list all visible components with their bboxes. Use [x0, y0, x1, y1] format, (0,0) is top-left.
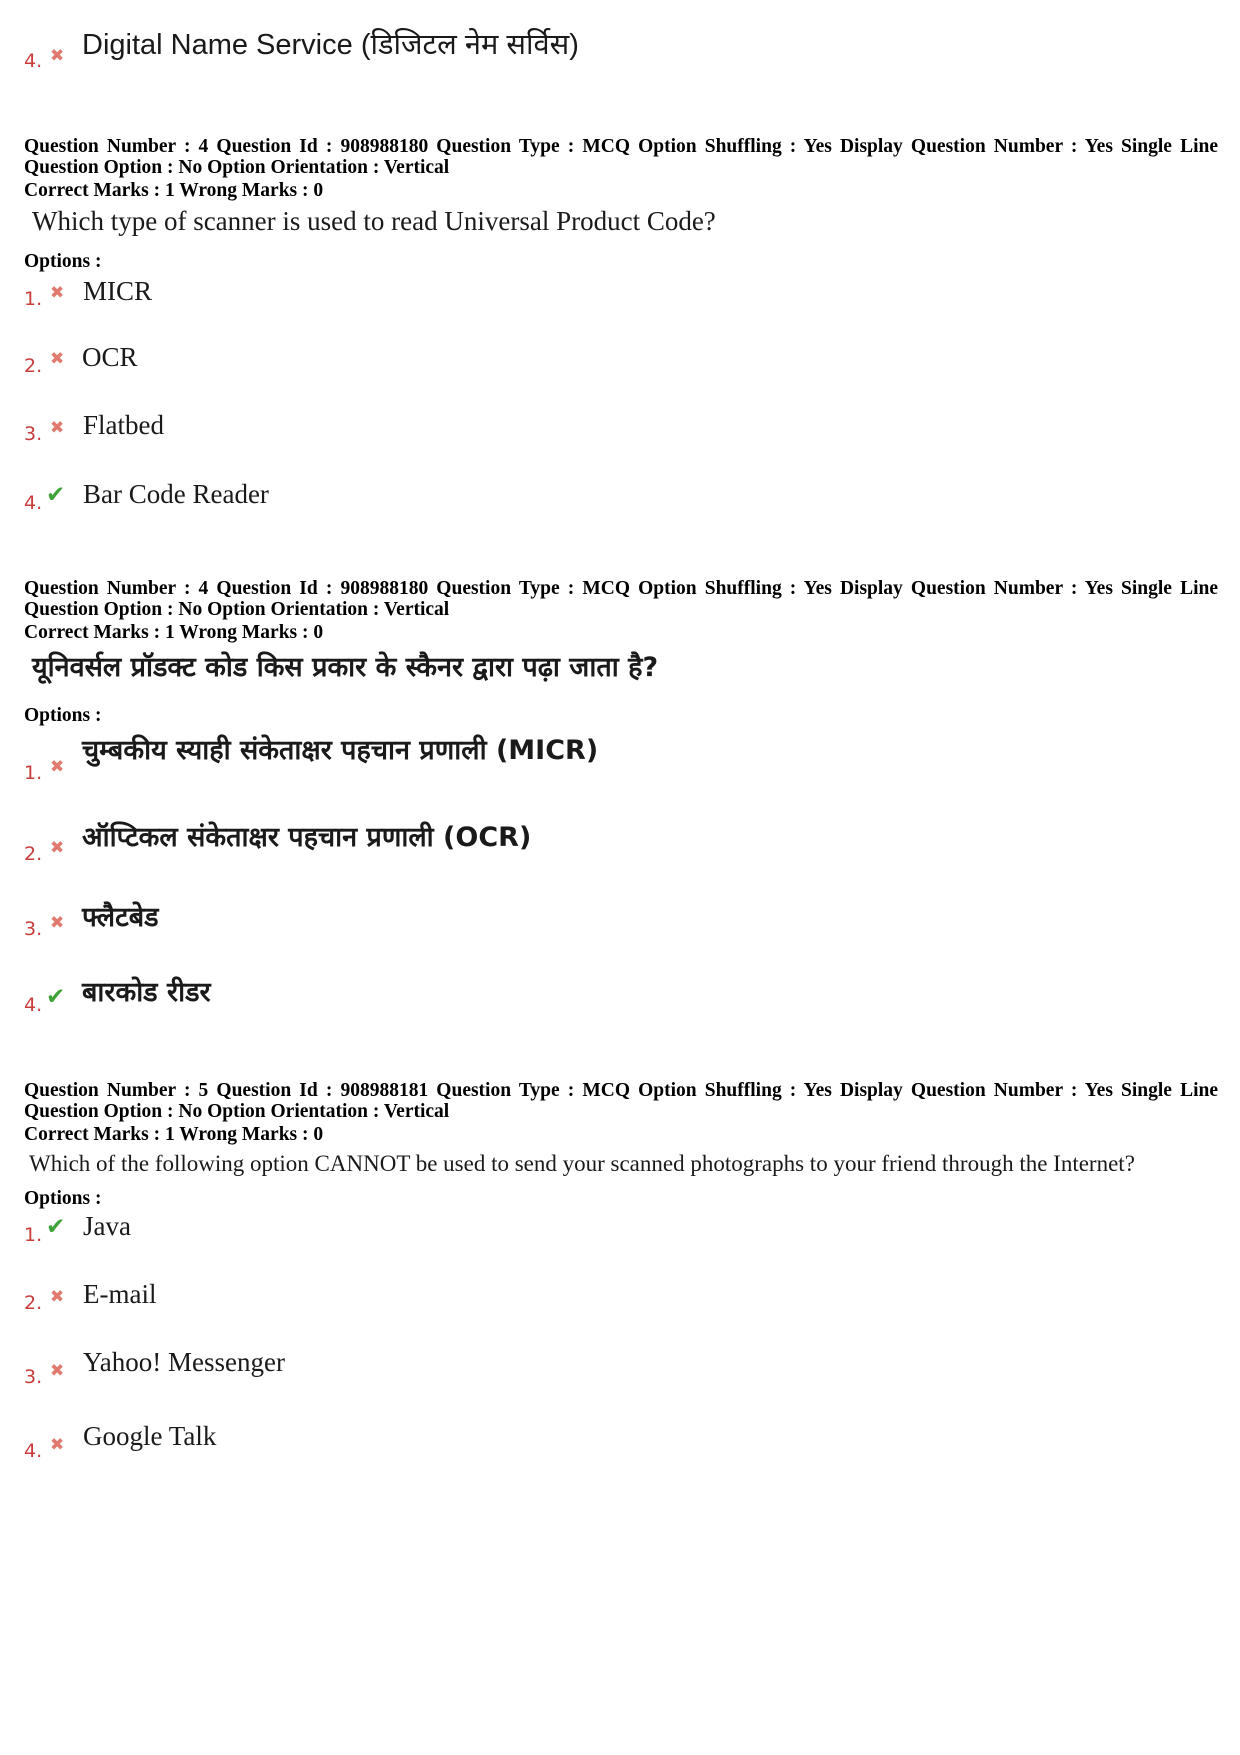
option-text: बारकोड रीडर — [82, 977, 211, 1008]
option-number: 1. — [24, 1224, 43, 1246]
question-text: Which of the following option CANNOT be used to send your scanned photographs to your friend through the Internet? — [29, 1151, 1135, 1176]
cross-icon: ✖ — [50, 1361, 65, 1381]
option-text: Flatbed — [83, 410, 164, 440]
option-text: ऑप्टिकल संकेताक्षर पहचान प्रणाली (OCR) — [82, 822, 532, 853]
option-text: Yahoo! Messenger — [83, 1347, 285, 1377]
option-number: 1. — [24, 288, 43, 310]
option-number: 2. — [24, 1292, 43, 1314]
cross-icon: ✖ — [50, 46, 65, 66]
question-meta: Question Number : 4 Question Id : 908988180 Question Type : MCQ Option Shuffling : Yes Display Question Number : Yes Single Line Question Option : No Option Orientation : Vertical — [24, 136, 1218, 178]
option-text: OCR — [82, 342, 138, 372]
option-number: 4. — [24, 492, 43, 514]
option-number: 2. — [24, 355, 43, 377]
cross-icon: ✖ — [50, 757, 65, 777]
options-label: Options : — [24, 251, 102, 272]
question-meta: Question Number : 5 Question Id : 908988181 Question Type : MCQ Option Shuffling : Yes Display Question Number : Yes Single Line Question Option : No Option Orientation : Vertical — [24, 1080, 1218, 1122]
option-number: 3. — [24, 918, 43, 940]
cross-icon: ✖ — [50, 283, 65, 303]
option-number: 4. — [24, 994, 43, 1016]
cross-icon: ✖ — [50, 838, 65, 858]
options-label: Options : — [24, 705, 102, 726]
question-text: Which type of scanner is used to read Universal Product Code? — [32, 206, 716, 236]
option-text: Google Talk — [83, 1421, 217, 1451]
option-text: फ्लैटबेड — [82, 902, 159, 933]
question-marks: Correct Marks : 1 Wrong Marks : 0 — [24, 1124, 324, 1145]
option-text: MICR — [83, 276, 153, 306]
question-meta: Question Number : 4 Question Id : 908988180 Question Type : MCQ Option Shuffling : Yes Display Question Number : Yes Single Line Question Option : No Option Orientation : Vertical — [24, 578, 1218, 620]
option-number: 4. — [24, 50, 43, 72]
option-number: 2. — [24, 843, 43, 865]
option-number: 3. — [24, 1366, 43, 1388]
cross-icon: ✖ — [50, 1287, 65, 1307]
cross-icon: ✖ — [50, 418, 65, 438]
options-label: Options : — [24, 1188, 102, 1209]
option-text: Bar Code Reader — [83, 479, 269, 509]
option-text: Java — [83, 1211, 131, 1241]
question-text: यूनिवर्सल प्रॉडक्ट कोड किस प्रकार के स्कैनर द्वारा पढ़ा जाता है? — [32, 652, 659, 683]
cross-icon: ✖ — [50, 1435, 65, 1455]
option-text: E-mail — [83, 1279, 157, 1309]
option-text: चुम्बकीय स्याही संकेताक्षर पहचान प्रणाली (MICR) — [82, 735, 599, 766]
cross-icon: ✖ — [50, 913, 65, 933]
question-marks: Correct Marks : 1 Wrong Marks : 0 — [24, 180, 324, 201]
check-icon: ✔ — [46, 984, 66, 1010]
option-text: Digital Name Service (डिजिटल नेम सर्विस) — [82, 29, 579, 61]
question-marks: Correct Marks : 1 Wrong Marks : 0 — [24, 622, 324, 643]
check-icon: ✔ — [46, 1214, 66, 1240]
option-number: 4. — [24, 1440, 43, 1462]
option-number: 1. — [24, 762, 43, 784]
cross-icon: ✖ — [50, 349, 65, 369]
option-number: 3. — [24, 423, 43, 445]
check-icon: ✔ — [46, 482, 66, 508]
